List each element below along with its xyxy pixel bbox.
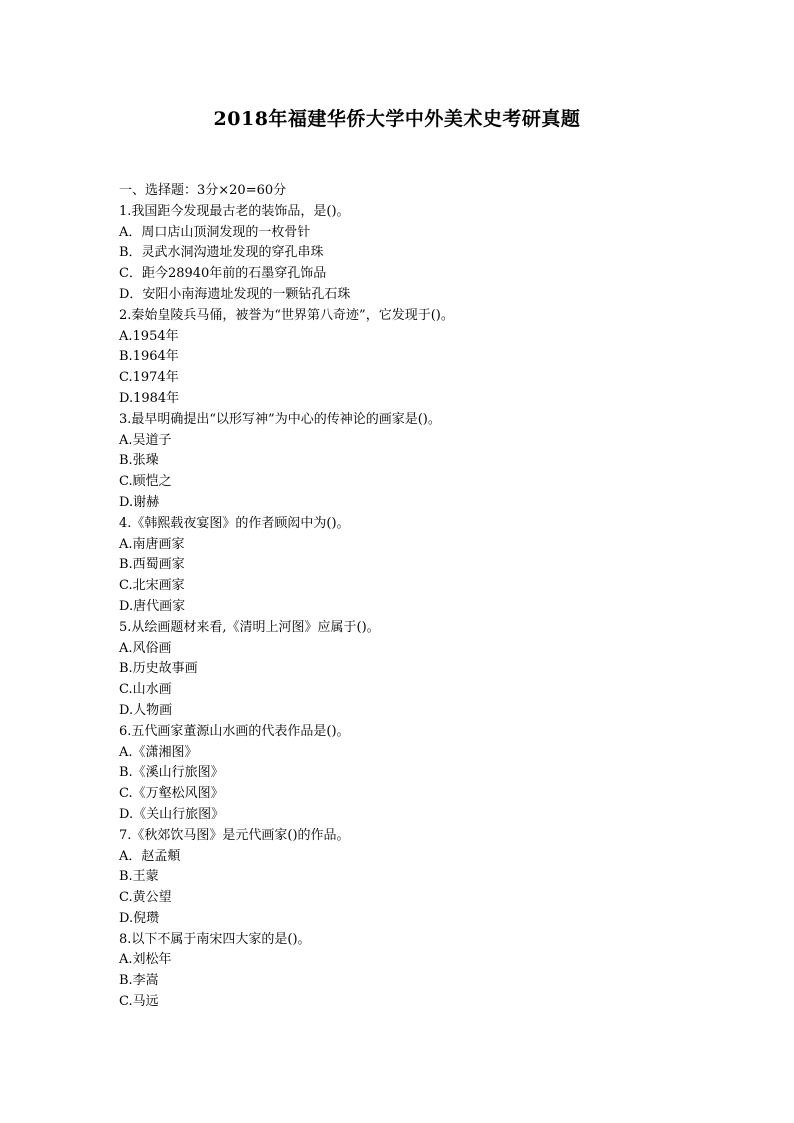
option-a: A．周口店山顶洞发现的一枚骨针 [119, 224, 311, 240]
question-3 [119, 410, 719, 514]
option-b: B.历史故事画 [119, 661, 198, 677]
question-2 [119, 306, 719, 410]
option-c: C.北宋画家 [119, 578, 185, 594]
option-b: B.王蒙 [119, 869, 159, 885]
option-d: D.倪瓒 [119, 910, 160, 926]
question-stem: 2.秦始皇陵兵马俑，被誉为“世界第八奇迹”，它发现于()。 [119, 307, 454, 323]
question-stem: 3.最早明确提出“以形写神”为中心的传神论的画家是()。 [119, 411, 441, 427]
option-d: D.《关山行旅图》 [119, 806, 225, 822]
option-c: C.顾恺之 [119, 474, 172, 490]
option-d: D.人物画 [119, 702, 173, 718]
option-b: B．灵武水洞沟遗址发现的穿孔串珠 [119, 245, 324, 261]
option-b: B.西蜀画家 [119, 557, 185, 573]
question-6 [119, 722, 719, 826]
option-a: A.风俗画 [119, 640, 172, 656]
option-c: C.黄公望 [119, 890, 172, 906]
option-c: C.马远 [119, 994, 159, 1010]
option-d: D．安阳小南海遗址发现的一颗钻孔石珠 [119, 286, 351, 302]
option-c: C．距今28940年前的石墨穿孔饰品 [119, 266, 327, 282]
question-stem: 5.从绘画题材来看,《清明上河图》应属于()。 [119, 619, 380, 635]
question-stem: 1.我国距今发现最古老的装饰品，是()。 [119, 203, 350, 219]
option-a: A.吴道子 [119, 432, 172, 448]
option-a: A.1954年 [119, 328, 179, 344]
option-b: B.《溪山行旅图》 [119, 765, 224, 781]
question-8 [119, 930, 719, 1013]
option-a: A．赵孟頫 [119, 848, 181, 864]
question-5 [119, 618, 719, 722]
option-b: B.1964年 [119, 349, 179, 365]
document-body [119, 181, 719, 1013]
option-c: C.《万壑松风图》 [119, 786, 224, 802]
question-stem: 4.《韩熙载夜宴图》的作者顾闳中为()。 [119, 515, 350, 531]
option-c: C.1974年 [119, 370, 179, 386]
option-c: C.山水画 [119, 682, 172, 698]
question-4 [119, 514, 719, 618]
question-stem: 6.五代画家董源山水画的代表作品是()。 [119, 723, 350, 739]
option-a: A.《潇湘图》 [119, 744, 198, 760]
option-a: A.刘松年 [119, 952, 172, 968]
question-stem: 8.以下不属于南宋四大家的是()。 [119, 931, 311, 947]
option-a: A.南唐画家 [119, 536, 185, 552]
question-stem: 7.《秋郊饮马图》是元代画家()的作品。 [119, 827, 350, 843]
page-title: 2018年福建华侨大学中外美术史考研真题 [213, 108, 581, 130]
question-7 [119, 826, 719, 930]
option-b: B.张璪 [119, 453, 159, 469]
question-1 [119, 202, 719, 306]
option-d: D.1984年 [119, 390, 180, 406]
option-d: D.谢赫 [119, 494, 160, 510]
option-b: B.李嵩 [119, 973, 159, 989]
option-d: D.唐代画家 [119, 598, 186, 614]
section-heading: 一、选择题：3分×20=60分 [119, 183, 287, 198]
